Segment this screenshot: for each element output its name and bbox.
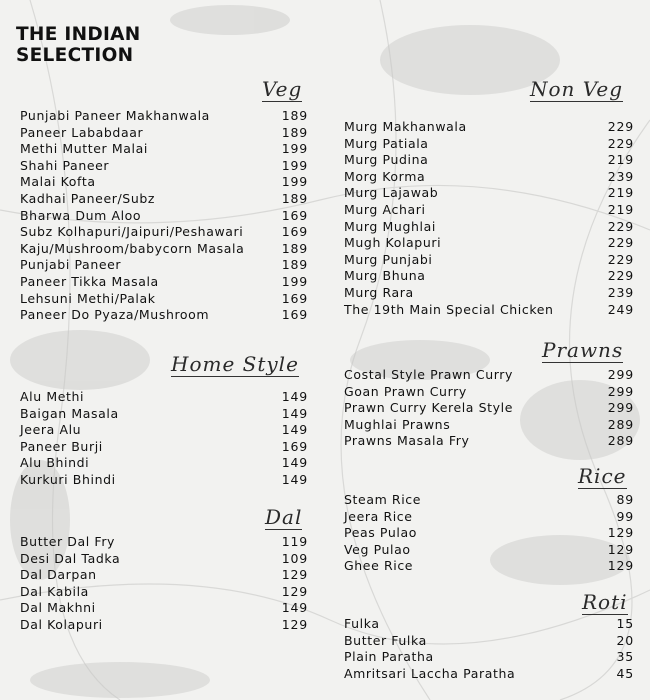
menu-item-name: Amritsari Laccha Paratha (344, 665, 516, 681)
menu-item-name: Jeera Alu (20, 422, 82, 438)
menu-item (344, 616, 634, 633)
menu-item (344, 558, 634, 575)
menu-item-name: Morg Korma (344, 168, 426, 184)
menu-item (344, 302, 634, 319)
menu-item (344, 509, 634, 526)
menu-item (344, 235, 634, 252)
menu-item (344, 666, 634, 683)
menu-item-name: Alu Bhindi (20, 455, 90, 471)
menu-item-price: 35 (616, 649, 634, 665)
menu-item (20, 617, 308, 634)
menu-item-price: 199 (281, 157, 308, 173)
menu-item-price: 169 (281, 438, 308, 454)
menu-item-price: 169 (281, 207, 308, 223)
menu-item-name: Desi Dal Tadka (20, 550, 121, 566)
menu-item-price: 129 (607, 558, 634, 574)
menu-item-price: 15 (616, 616, 634, 631)
menu-item-price: 129 (607, 541, 634, 557)
menu-item-name: Plain Paratha (344, 649, 434, 665)
menu-item-price: 199 (281, 141, 308, 157)
menu-item-price: 219 (607, 152, 634, 168)
menu-item-name: Prawns Masala Fry (344, 433, 470, 449)
menu-item-name: Fulka (344, 616, 380, 631)
menu-item (20, 439, 308, 456)
menu-item-name: Murg Rara (344, 284, 414, 300)
menu-item-price: 219 (607, 185, 634, 201)
menu-item (344, 384, 634, 401)
menu-item (20, 472, 308, 489)
menu-item-name: Paneer Tikka Masala (20, 273, 159, 289)
menu-item-name: Goan Prawn Curry (344, 383, 467, 399)
menu-item-name: Subz Kolhapuri/Jaipuri/Peshawari (20, 224, 244, 240)
menu-item-price: 169 (281, 307, 308, 323)
menu-item-price: 289 (607, 433, 634, 449)
menu-item-name: Murg Lajawab (344, 185, 439, 201)
menu-item-price: 129 (281, 583, 308, 599)
home-style-list (20, 389, 308, 489)
section-heading-non-veg: Non Veg (530, 77, 624, 101)
menu-item (20, 534, 308, 551)
menu-item-name: Ghee Rice (344, 558, 414, 574)
menu-item-price: 229 (607, 135, 634, 151)
menu-item-price: 199 (281, 174, 308, 190)
menu-item (20, 191, 308, 208)
menu-item-name: Steam Rice (344, 492, 422, 507)
menu-item-price: 239 (607, 284, 634, 300)
section-heading-rice: Rice (578, 464, 627, 488)
menu-item (20, 257, 308, 274)
menu-item (344, 119, 634, 136)
section-heading-veg: Veg (262, 77, 303, 101)
menu-item-price: 189 (281, 124, 308, 140)
menu-item (20, 274, 308, 291)
menu-title-line-2: SELECTION (16, 45, 134, 66)
menu-item-name: Murg Mughlai (344, 218, 436, 234)
menu-item-name: Methi Mutter Malai (20, 141, 148, 157)
menu-item-name: Peas Pulao (344, 525, 417, 541)
menu-title-line-1: THE INDIAN (16, 24, 141, 45)
menu-item (20, 600, 308, 617)
menu-item-name: Murg Makhanwala (344, 119, 467, 134)
menu-item-name: Dal Darpan (20, 567, 97, 583)
menu-item-price: 239 (607, 168, 634, 184)
menu-item-price: 189 (281, 190, 308, 206)
menu-item (344, 400, 634, 417)
menu-item-price: 169 (281, 224, 308, 240)
menu-item-name: Costal Style Prawn Curry (344, 367, 514, 382)
menu-item-name: Murg Punjabi (344, 251, 433, 267)
menu-item-price: 299 (607, 400, 634, 416)
section-heading-roti: Roti (582, 590, 628, 614)
veg-list (20, 108, 308, 324)
menu-item-name: Murg Bhuna (344, 268, 426, 284)
menu-item (344, 219, 634, 236)
menu-item (344, 367, 634, 384)
menu-item (344, 268, 634, 285)
rice-list (344, 492, 634, 575)
menu-item (20, 389, 308, 406)
menu-item-price: 149 (281, 405, 308, 421)
menu-item (20, 174, 308, 191)
menu-item-price: 149 (281, 422, 308, 438)
menu-item (20, 584, 308, 601)
menu-item-name: Punjabi Paneer Makhanwala (20, 108, 210, 123)
menu-item (344, 633, 634, 650)
menu-item-name: Dal Kabila (20, 583, 89, 599)
menu-item-name: Butter Dal Fry (20, 534, 116, 549)
dal-list (20, 534, 308, 634)
menu-item (20, 208, 308, 225)
menu-item (20, 406, 308, 423)
menu-item-name: Kaju/Mushroom/babycorn Masala (20, 240, 245, 256)
menu-item-name: Jeera Rice (344, 508, 413, 524)
menu-item-price: 289 (607, 416, 634, 432)
menu-item-name: Bharwa Dum Aloo (20, 207, 142, 223)
menu-item-price: 229 (607, 119, 634, 134)
menu-item-name: Kurkuri Bhindi (20, 471, 116, 487)
menu-item-price: 119 (281, 534, 308, 549)
menu-item (344, 525, 634, 542)
menu-item-name: Baigan Masala (20, 405, 119, 421)
menu-item (344, 433, 634, 450)
menu-item-price: 189 (281, 108, 308, 123)
section-heading-dal: Dal (265, 505, 303, 529)
menu-item-price: 149 (281, 600, 308, 616)
menu-item (20, 307, 308, 324)
menu-item-price: 249 (607, 301, 634, 317)
menu-item-price: 299 (607, 383, 634, 399)
menu-item-name: Prawn Curry Kerela Style (344, 400, 514, 416)
menu-item-price: 299 (607, 367, 634, 382)
menu-item-name: Mugh Kolapuri (344, 235, 442, 251)
menu-item (20, 551, 308, 568)
menu-item (344, 417, 634, 434)
menu-item-price: 129 (607, 525, 634, 541)
menu-item-name: Murg Patiala (344, 135, 429, 151)
menu-item-price: 229 (607, 218, 634, 234)
menu-item-price: 149 (281, 455, 308, 471)
menu-item-name: Shahi Paneer (20, 157, 110, 173)
menu-item (20, 567, 308, 584)
menu-item-price: 149 (281, 471, 308, 487)
prawns-list (344, 367, 634, 450)
menu-item (344, 202, 634, 219)
menu-item (20, 108, 308, 125)
menu-item-name: Mughlai Prawns (344, 416, 451, 432)
menu-item (344, 542, 634, 559)
menu-item (344, 492, 634, 509)
non-veg-list (344, 119, 634, 318)
menu-item-name: Lehsuni Methi/Palak (20, 290, 156, 306)
menu-item-name: Paneer Lababdaar (20, 124, 144, 140)
menu-item-name: Alu Methi (20, 389, 85, 404)
menu-item-price: 45 (616, 665, 634, 681)
menu-item (20, 455, 308, 472)
menu-item (344, 185, 634, 202)
menu-item (20, 125, 308, 142)
menu-item-price: 109 (281, 550, 308, 566)
menu-item (344, 649, 634, 666)
menu-item-name: The 19th Main Special Chicken (344, 301, 554, 317)
menu-item (344, 152, 634, 169)
menu-item-name: Malai Kofta (20, 174, 96, 190)
menu-item-price: 229 (607, 268, 634, 284)
roti-list (344, 616, 634, 682)
menu-item (20, 241, 308, 258)
menu-item-price: 20 (616, 632, 634, 648)
menu-item-price: 129 (281, 567, 308, 583)
menu-item (20, 224, 308, 241)
menu-item (344, 285, 634, 302)
menu-item-price: 99 (616, 508, 634, 524)
menu-item-price: 89 (616, 492, 634, 507)
menu-item-name: Dal Kolapuri (20, 616, 103, 632)
menu-item-price: 129 (281, 616, 308, 632)
menu-item (344, 136, 634, 153)
menu-item (20, 422, 308, 439)
menu-item-price: 219 (607, 201, 634, 217)
menu-item-name: Veg Pulao (344, 541, 411, 557)
menu-item-name: Paneer Do Pyaza/Mushroom (20, 307, 210, 323)
menu-item-name: Murg Achari (344, 201, 426, 217)
menu-item-name: Kadhai Paneer/Subz (20, 190, 156, 206)
menu-item-price: 229 (607, 235, 634, 251)
section-heading-prawns: Prawns (542, 338, 624, 362)
menu-item-name: Butter Fulka (344, 632, 427, 648)
menu-item (344, 169, 634, 186)
menu-item-price: 229 (607, 251, 634, 267)
menu-item-name: Paneer Burji (20, 438, 103, 454)
menu-item-price: 189 (281, 257, 308, 273)
menu-item-price: 189 (281, 240, 308, 256)
section-heading-home-style: Home Style (171, 352, 299, 376)
menu-item (20, 141, 308, 158)
menu-item (20, 158, 308, 175)
menu-item-price: 199 (281, 273, 308, 289)
menu-item (344, 252, 634, 269)
menu-item-name: Punjabi Paneer (20, 257, 122, 273)
menu-item-name: Dal Makhni (20, 600, 96, 616)
menu-item-price: 169 (281, 290, 308, 306)
menu-item-name: Murg Pudina (344, 152, 429, 168)
menu-item-price: 149 (281, 389, 308, 404)
menu-title (16, 24, 141, 66)
menu-item (20, 291, 308, 308)
